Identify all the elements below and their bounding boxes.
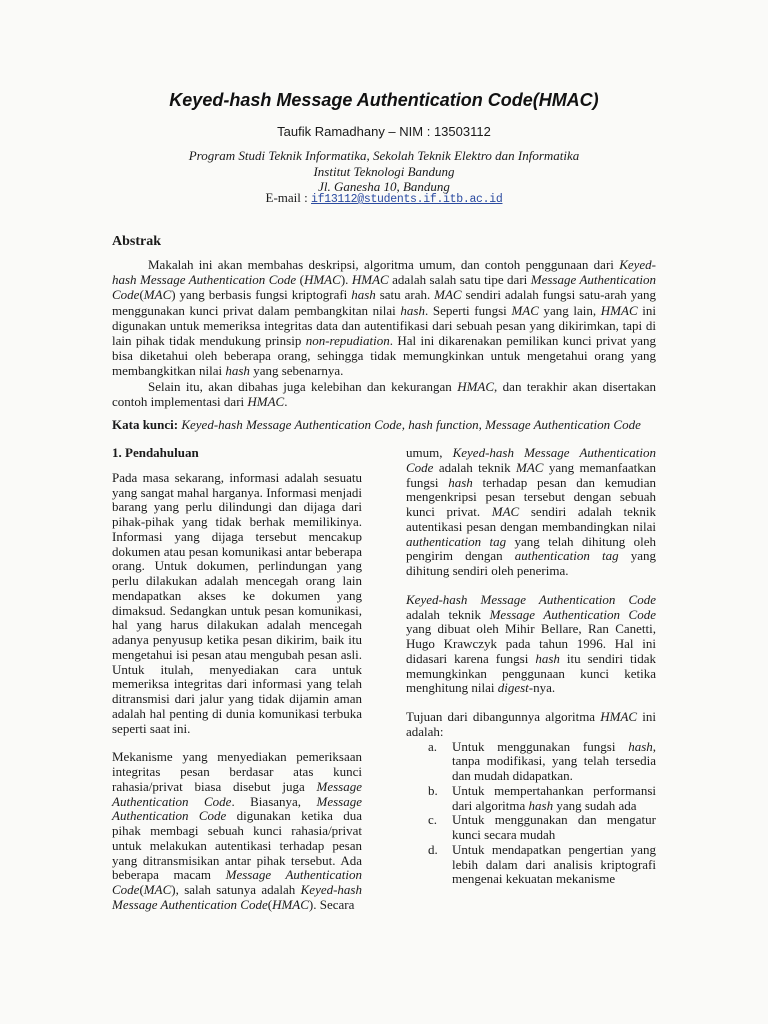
affiliation-line: Jl. Ganesha 10, Bandung xyxy=(318,179,450,194)
body-paragraph: Keyed-hash Message Authentication Code adalah teknik Message Authentication Code yang dibuat oleh Mihir Bellare, Ran Canetti, Hugo Krawczyk pada tahun 1996. Hal ini didasari karena fungsi hash itu sendiri tidak memungkinkan penggunaan kunci ketika menghitung nilai digest-nya. xyxy=(406,591,656,696)
body-paragraph: Tujuan dari dibangunnya algoritma HMAC ini adalah: xyxy=(406,709,656,739)
body-paragraph: umum, Keyed-hash Message Authentication Code adalah teknik MAC yang memanfaatkan fungsi hash terhadap pesan dan kemudian mengenkripsi pesan tersebut dengan sebuah kunci privat. MAC sendiri adalah teknik autentikasi pesan dengan membandingkan nilai authentication tag yang telah dihitung oleh pengirim dengan authentication tag yang dihitung sendiri oleh penerima. xyxy=(406,445,657,578)
paper-title: Keyed-hash Message Authentication Code(HMAC) xyxy=(169,90,599,110)
list-item: b. Untuk mempertahankan performansi dari algoritma hash yang sudah ada xyxy=(428,782,656,813)
column-right xyxy=(406,446,656,887)
column-left xyxy=(112,446,362,927)
email-link[interactable]: if13112@students.if.itb.ac.id xyxy=(311,193,503,206)
email-label: E-mail : xyxy=(265,190,312,205)
abstract-body xyxy=(112,257,656,409)
goals-list xyxy=(406,740,656,888)
affiliation xyxy=(60,148,708,195)
list-item: c. Untuk menggunakan dan mengatur kunci secara mudah xyxy=(428,812,656,842)
abstract-paragraph: Makalah ini akan membahas deskripsi, algoritma umum, dan contoh penggunaan dari Keyed-hash Message Authentication Code (HMAC). HMAC adalah salah satu tipe dari Message Authentication Code(MAC) yang berbasis fungsi kriptografi hash satu arah. MAC sendiri adalah fungsi satu-arah yang menggunakan kunci privat dalam pembangkitan nilai hash. Seperti fungsi MAC yang lain, HMAC ini digunakan untuk memeriksa integritas data dan autentifikasi dari sebuah pesan yang dikirimkan, tapi di lain pihak tidak mendukung prinsip non-repudiation. Hal ini dikarenakan pemilikan kunci privat yang bisa diketahui oleh beberapa orang, sehingga tidak memungkinkan untuk mengetahui orang yang membangkitkan nilai hash yang sebenarnya. xyxy=(112,257,656,379)
author-line: Taufik Ramadhany – NIM : 13503112 xyxy=(277,124,491,139)
list-item: a. Untuk menggunakan fungsi hash, tanpa modifikasi, yang telah tersedia dan mudah didapatkan. xyxy=(428,738,656,783)
body-paragraph: Pada masa sekarang, informasi adalah sesuatu yang sangat mahal harganya. Informasi menjadi barang yang perlu dilindungi dan dijaga dari pihak-pihak yang tidak berhak memilikinya. Informasi yang dijaga tersebut mencakup dokumen atau pesan komunikasi antar beberapa orang. Untuk dokumen, perlindungan yang perlu dilakukan adalah mencegah orang lain mendapatkan akses ke dokumen yang dimaksud. Sedangkan untuk pesan komunikasi, hal yang harus dilakukan adalah mencegah adanya penyusup ketika pesan dikirim, baik itu mengetahui isi pesan atau mengubah pesan asli. Untuk itulah, menyediakan cara untuk memeriksa integritas dari informasi yang telah ditransmisi dari jalur yang tidak dijamin aman adalah hal penting di dunia komunikasi terbuka seperti saat ini. xyxy=(112,469,362,736)
affiliation-line: Institut Teknologi Bandung xyxy=(313,163,455,179)
email-line xyxy=(60,190,708,206)
affiliation-line: Program Studi Teknik Informatika, Sekolah Teknik Elektro dan Informatika xyxy=(188,148,580,163)
section-heading: 1. Pendahuluan xyxy=(112,445,199,460)
keywords-line xyxy=(112,417,672,433)
abstract-heading: Abstrak xyxy=(112,234,162,249)
body-paragraph: Mekanisme yang menyediakan pemeriksaan integritas pesan berdasar atas kunci rahasia/privat biasa disebut juga Message Authentication Code. Biasanya, Message Authentication Code digunakan ketika dua pihak membagi sebuah kunci rahasia/privat untuk melakukan autentikasi terhadap pesan yang ditransmisikan antar pihak tersebut. Ada beberapa macam Message Authentication Code(MAC), salah satunya adalah Keyed-hash Message Authentication Code(HMAC). Secara xyxy=(112,749,363,912)
keywords-label: Kata kunci: xyxy=(112,417,179,432)
keywords-value: Keyed-hash Message Authentication Code, hash function, Message Authentication Code xyxy=(178,417,641,432)
list-item: d. Untuk mendapatkan pengertian yang lebih dalam dari analisis kriptografi mengenai kekuatan mekanisme xyxy=(428,841,656,887)
abstract-paragraph: Selain itu, akan dibahas juga kelebihan dan kekurangan HMAC, dan terakhir akan disertakan contoh implementasi dari HMAC. xyxy=(112,378,657,409)
